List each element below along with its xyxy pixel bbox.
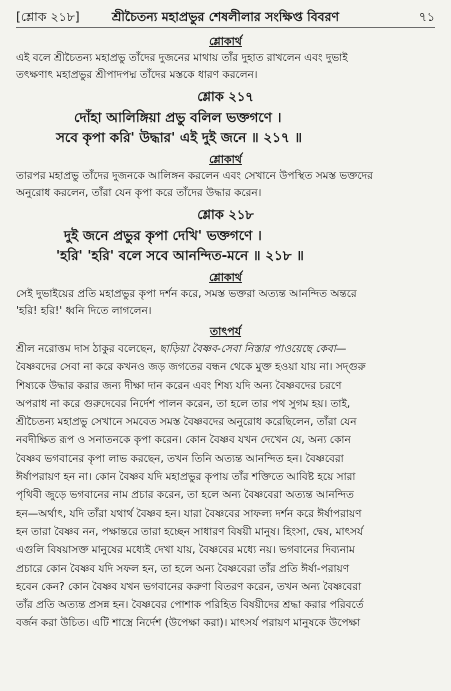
translation-line: তৎক্ষণাৎ মহাপ্রভুর শ্রীপাদপদ্ম তাঁদের মস্তকে ধারণ করলেন।: [16, 69, 258, 81]
purport-line: [16, 340, 435, 358]
verse-title: শ্লোক ২১৭: [197, 90, 254, 105]
purport-line: বৈষ্ণব ভগবানের কৃপা লাভ করছেন, তখন তিনি অত্যন্ত আনন্দিত হন। বৈষ্ণবেরা: [16, 452, 344, 465]
translation-heading: শ্লোকার্থ: [209, 35, 242, 48]
verse-line: সবে কৃপা করি' উদ্ধার' এই দুই জনে ॥ ২১৭ ॥: [56, 130, 302, 146]
translation-line: 'হরি! হরি!' ধ্বনি দিতে লাগলেন।: [16, 305, 152, 317]
verse-line: দোঁহা আলিঙ্গিয়া প্রভু বলিল ভক্তগণে ।: [74, 110, 282, 126]
purport-line: হন—অর্থাৎ, যদি তাঁরা যথার্থ বৈষ্ণব হন। যারা বৈষ্ণবের সাফল্য দর্শন করে ঈর্ষাপরায়ণ: [16, 507, 362, 520]
purport-line: অপরাধ না করে গুরুদেবের নির্দেশ পালন করেন, তা হলে তার পথ সুগম হয়। তাই,: [16, 397, 351, 410]
purport-heading: তাৎপর্য: [209, 325, 242, 338]
purport-line: প্রচারে কোন বৈষ্ণব যদি সফল হন, তা হলে অন্য বৈষ্ণবেরা তাঁর প্রতি ঈর্ষা-পরায়ণ: [16, 562, 350, 575]
purport-line: শিষ্যকে উদ্ধার করার জন্য দীক্ষা দান করেন এবং শিষ্য যদি অন্য বৈষ্ণবদের চরণে: [16, 379, 342, 392]
header-chapter-title: শ্রীচৈতন্য মহাপ্রভুর শেষলীলার সংক্ষিপ্ত বিবরণ: [111, 9, 340, 24]
translation-text: [16, 168, 435, 202]
translation-line: এই বলে শ্রীচৈতন্য মহাপ্রভু তাঁদের দুজনের মাথায় তাঁর দুহাত রাখলেন এবং দুভাই: [16, 52, 348, 64]
purport-line: বৈষ্ণবদের সেবা না করে কখনও জড় জগতের বন্ধন থেকে মুক্ত হওয়া যায় না। সদ্গুরু: [16, 361, 366, 374]
page-number: ৭১: [418, 9, 435, 24]
purport-line: বর্জন করা উচিত। এটি শাস্ত্রে নির্দেশ (উপেক্ষা করা)। মাৎসর্য পরায়ণ মানুষকে উপেক্ষা: [16, 617, 361, 630]
quoted-phrase: ছাড়িয়া বৈষ্ণব-সেবা নিস্তার পাওয়েছে কেবা—: [159, 343, 347, 355]
verse-title: শ্লোক ২১৮: [197, 208, 254, 223]
translation-line: সেই দুভাইয়ের প্রতি মহাপ্রভুর কৃপা দর্শন করে, সমস্ত ভক্তরা অত্যন্ত আনন্দিত অন্তরে: [16, 288, 357, 300]
translation-text: [16, 286, 435, 320]
purport-line: হন তারা বৈষ্ণব নন, পক্ষান্তরে তারা হচ্ছেন সাধারণ বিষয়ী মানুষ। হিংসা, দ্বেষ, মাৎসর্য: [16, 525, 364, 538]
purport-line: হবেন কেন? কোন বৈষ্ণব যখন ভগবানের করুণা বিতরণ করেন, তখন অন্য বৈষ্ণবেরা: [16, 580, 362, 593]
translation-heading: শ্লোকার্থ: [209, 271, 242, 284]
translation-line: অনুরোধ করলেন, তাঁরা যেন কৃপা করে তাঁদের উদ্ধার করেন।: [16, 187, 262, 199]
translation-heading: শ্লোকার্থ: [209, 153, 242, 166]
purport-line: ঈর্ষাপরায়ণ হন না। কোন বৈষ্ণব যদি মহাপ্রভুর কৃপায় তাঁর শক্তিতে আবিষ্ট হয়ে সারা: [16, 471, 356, 484]
verse-line: 'হরি' 'হরি' বলে সবে আনন্দিত-মনে ॥ ২১৮ ॥: [56, 248, 304, 264]
verse-line: দুই জনে প্রভুর কৃপা দেখি' ভক্তগণে ।: [64, 228, 262, 244]
header-verse-ref: [শ্লোক ২১৮]: [16, 9, 80, 24]
translation-line: তারপর মহাপ্রভু তাঁদের দুজনকে আলিঙ্গন করলেন এবং সেখানে উপস্থিত সমস্ত ভক্তদের: [16, 170, 373, 182]
purport-line: এগুলি বিষয়াসক্ত মানুষের মধ্যেই দেখা যায়, বৈষ্ণবের মধ্যে নয়। ভগবানের দিব্যনাম: [16, 544, 355, 557]
purport-line: পৃথিবী জুড়ে ভগবানের নাম প্রচার করেন, তা হলে অন্য বৈষ্ণবেরা অত্যন্ত আনন্দিত: [16, 489, 354, 502]
purport-text: [16, 340, 435, 633]
purport-line-start: শ্রীল নরোত্তম দাস ঠাকুর বলেছেন,: [16, 343, 160, 355]
purport-line: নবদীক্ষিত রূপ ও সনাতনকে কৃপা করেন। কোন বৈষ্ণব যখন দেখেন যে, অন্য কোন: [16, 434, 351, 447]
purport-line: তাঁর প্রতি অত্যন্ত প্রসন্ন হন। বৈষ্ণবের পোশাক পরিহিত বিষয়ীদের শ্রদ্ধা করার পরিবর্তে: [16, 599, 364, 612]
translation-text: [16, 50, 435, 84]
running-header: [16, 7, 435, 28]
purport-line: শ্রীচৈতন্য মহাপ্রভু সেখানে সমবেত সমস্ত বৈষ্ণবদের অনুরোধ করেছিলেন, তাঁরা যেন: [16, 416, 357, 429]
